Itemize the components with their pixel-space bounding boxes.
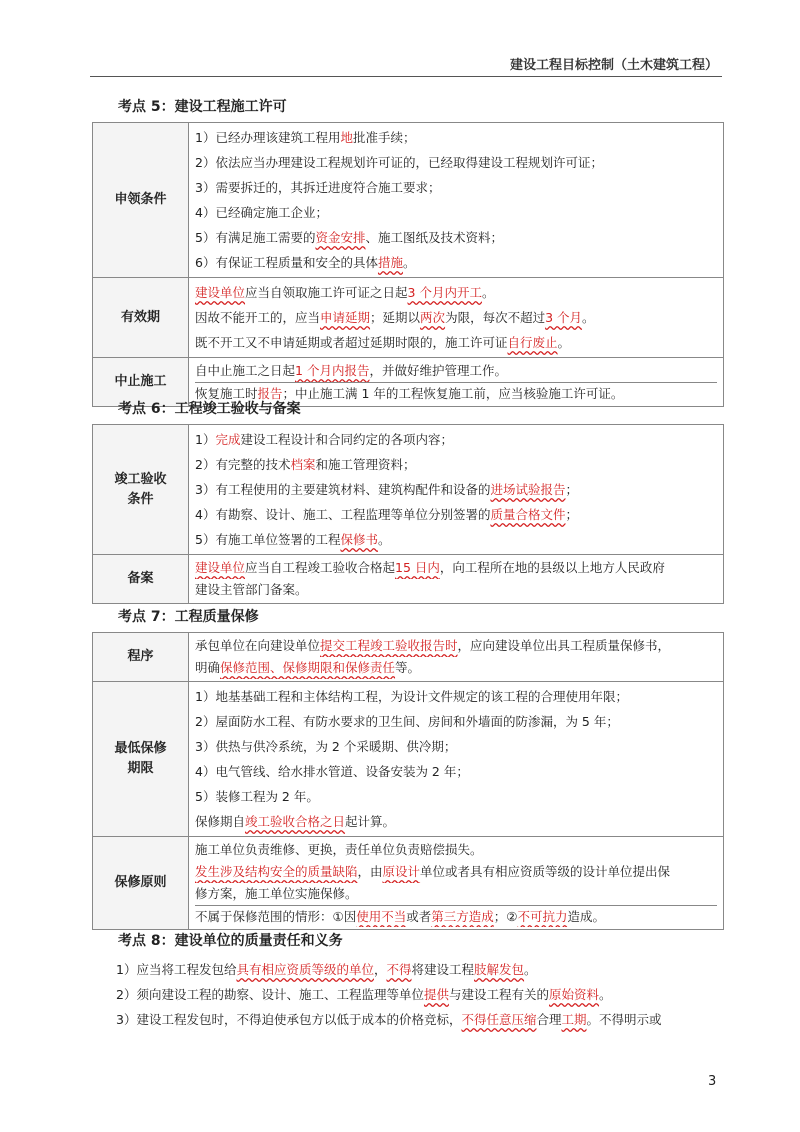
header-title: 建设工程目标控制（土木建筑工程） xyxy=(509,58,718,73)
suspend-label: 中止施工 xyxy=(93,358,189,407)
list-item: 3）有工程使用的主要建筑材料、建筑构配件和设备的进场试验报告； xyxy=(195,482,578,497)
list-item: 建设单位应当自领取施工许可证之日起3 个月内开工。 xyxy=(195,285,495,300)
accept-body xyxy=(189,425,724,555)
list-item: 既不开工又不申请延期或者超过延期时限的，施工许可证自行废止。 xyxy=(195,335,571,350)
accept-row xyxy=(93,425,724,555)
section-8-title: 考点 8：建设单位的质量责任和义务 xyxy=(118,933,343,949)
minimum-body xyxy=(189,682,724,837)
principle-label: 保修原则 xyxy=(93,837,189,930)
record-row xyxy=(93,555,724,604)
principle-row xyxy=(93,837,724,930)
list-item: 修方案，施工单位实施保修。 xyxy=(195,886,358,901)
list-item: 3）需要拆迁的，其拆迁进度符合施工要求； xyxy=(195,180,441,195)
apply-label: 申领条件 xyxy=(93,123,189,278)
list-item: 5）装修工程为 2 年。 xyxy=(195,789,319,804)
procedure-body xyxy=(189,633,724,682)
list-item: 1）地基基础工程和主体结构工程，为设计文件规定的该工程的合理使用年限； xyxy=(195,689,628,704)
section-7-table xyxy=(92,632,724,930)
minimum-row xyxy=(93,682,724,837)
list-item: 4）电气管线、给水排水管道、设备安装为 2 年； xyxy=(195,764,469,779)
validity-label: 有效期 xyxy=(93,278,189,358)
minimum-label: 最低保修 期限 xyxy=(93,682,189,837)
list-item: 明确保修范围、保修期限和保修责任等。 xyxy=(195,660,421,675)
paragraph: 2）须向建设工程的勘察、设计、施工、工程监理等单位提供与建设工程有关的原始资料。 xyxy=(116,987,612,1002)
list-item: 2）屋面防水工程、有防水要求的卫生间、房间和外墙面的防渗漏，为 5 年； xyxy=(195,714,619,729)
list-item: 5）有施工单位签署的工程保修书。 xyxy=(195,532,391,547)
apply-body xyxy=(189,123,724,278)
list-item: 6）有保证工程质量和安全的具体措施。 xyxy=(195,255,416,270)
list-item: 恢复施工时报告；中止施工满 1 年的工程恢复施工前，应当核验施工许可证。 xyxy=(195,382,717,404)
paragraph: 1）应当将工程发包给具有相应资质等级的单位，不得将建设工程肢解发包。 xyxy=(116,962,537,977)
list-item: 建设单位应当自工程竣工验收合格起15 日内，向工程所在地的县级以上地方人民政府 xyxy=(195,560,665,575)
section-7-title: 考点 7：工程质量保修 xyxy=(118,609,259,625)
list-item: 自中止施工之日起1 个月内报告，并做好维护管理工作。 xyxy=(195,363,507,378)
list-item: 2）依法应当办理建设工程规划许可证的，已经取得建设工程规划许可证； xyxy=(195,155,603,170)
section-6-title: 考点 6：工程竣工验收与备案 xyxy=(118,401,301,417)
list-item: 3）供热与供冷系统，为 2 个采暖期、供冷期； xyxy=(195,739,457,754)
apply-row xyxy=(93,123,724,278)
list-item: 1）完成建设工程设计和合同约定的各项内容； xyxy=(195,432,453,447)
section-5-title: 考点 5：建设工程施工许可 xyxy=(118,99,287,115)
list-item: 4）有勘察、设计、施工、工程监理等单位分别签署的质量合格文件； xyxy=(195,507,578,522)
paragraph: 3）建设工程发包时，不得迫使承包方以低于成本的价格竞标，不得任意压缩合理工期。不得明示或 xyxy=(116,1012,662,1027)
record-body xyxy=(189,555,724,604)
header-divider xyxy=(90,76,722,77)
procedure-label: 程序 xyxy=(93,633,189,682)
list-item: 5）有满足施工需要的资金安排、施工图纸及技术资料； xyxy=(195,230,503,245)
validity-body xyxy=(189,278,724,358)
procedure-row xyxy=(93,633,724,682)
list-item: 发生涉及结构安全的质量缺陷，由原设计单位或者具有相应资质等级的设计单位提出保 xyxy=(195,864,671,879)
accept-label: 竣工验收 条件 xyxy=(93,425,189,555)
validity-row xyxy=(93,278,724,358)
list-item: 承包单位在向建设单位提交工程竣工验收报告时，应向建设单位出具工程质量保修书， xyxy=(195,638,671,653)
list-item: 施工单位负责维修、更换，责任单位负责赔偿损失。 xyxy=(195,842,483,857)
list-item: 保修期自竣工验收合格之日起计算。 xyxy=(195,814,396,829)
section-5-table xyxy=(92,122,724,407)
list-item: 2）有完整的技术档案和施工管理资料； xyxy=(195,457,416,472)
section-6-table xyxy=(92,424,724,604)
list-item: 4）已经确定施工企业； xyxy=(195,205,328,220)
page-number: 3 xyxy=(708,1074,717,1089)
list-item: 建设主管部门备案。 xyxy=(195,582,308,597)
principle-body xyxy=(189,837,724,930)
list-item: 因故不能开工的，应当申请延期；延期以两次为限，每次不超过3 个月。 xyxy=(195,310,595,325)
list-item: 不属于保修范围的情形：①因使用不当或者第三方造成；②不可抗力造成。 xyxy=(195,905,717,927)
record-label: 备案 xyxy=(93,555,189,604)
list-item: 1）已经办理该建筑工程用地批准手续； xyxy=(195,130,416,145)
